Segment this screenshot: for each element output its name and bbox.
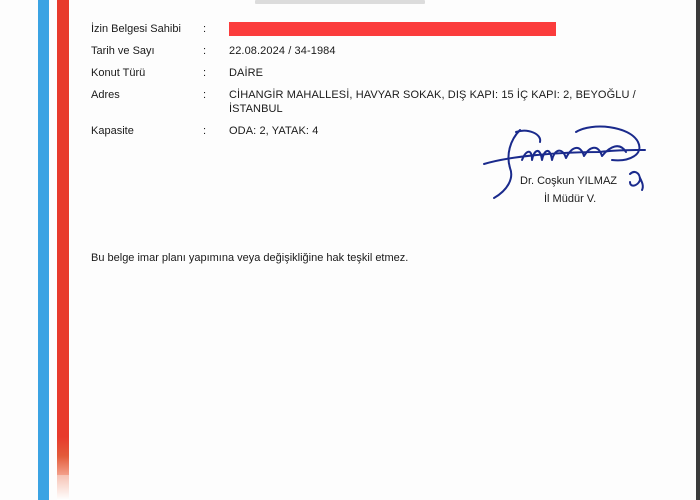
field-value-owner bbox=[229, 22, 651, 36]
field-label: Kapasite bbox=[91, 125, 134, 138]
signatory-name: Dr. Coşkun YILMAZ bbox=[520, 175, 617, 187]
field-colon: : bbox=[203, 67, 207, 80]
field-row-housing-type bbox=[91, 66, 651, 80]
legal-notice: Bu belge imar planı yapımına veya değişikliğine hak teşkil etmez. bbox=[91, 252, 409, 264]
field-value-capacity: ODA: 2, YATAK: 4 bbox=[229, 125, 319, 138]
field-colon: : bbox=[203, 23, 207, 35]
field-label: İzin Belgesi Sahibi bbox=[91, 23, 181, 35]
signature-block bbox=[480, 120, 660, 215]
field-row-date-number bbox=[91, 44, 651, 58]
signatory-title: İl Müdür V. bbox=[544, 193, 597, 205]
field-value-date-number: 22.08.2024 / 34-1984 bbox=[229, 45, 336, 58]
border-stripe-blue bbox=[38, 0, 49, 500]
header-faint-text bbox=[255, 0, 425, 4]
field-value-housing-type: DAİRE bbox=[229, 67, 264, 80]
field-colon: : bbox=[203, 45, 207, 58]
field-label: Adres bbox=[91, 89, 120, 102]
field-row-owner bbox=[91, 22, 651, 36]
field-colon: : bbox=[203, 125, 207, 138]
redaction-bar bbox=[229, 22, 556, 36]
field-label: Tarih ve Sayı bbox=[91, 45, 155, 58]
field-colon: : bbox=[203, 89, 207, 102]
field-value-address: CİHANGİR MAHALLESİ, HAVYAR SOKAK, DIŞ KAPI: 15 İÇ KAPI: 2, BEYOĞLU / İSTANBUL bbox=[229, 89, 636, 116]
field-row-address bbox=[91, 88, 651, 116]
border-stripe-red bbox=[57, 0, 69, 475]
page-edge bbox=[696, 0, 700, 500]
border-stripe-red-fade bbox=[57, 475, 69, 500]
field-label: Konut Türü bbox=[91, 67, 146, 80]
